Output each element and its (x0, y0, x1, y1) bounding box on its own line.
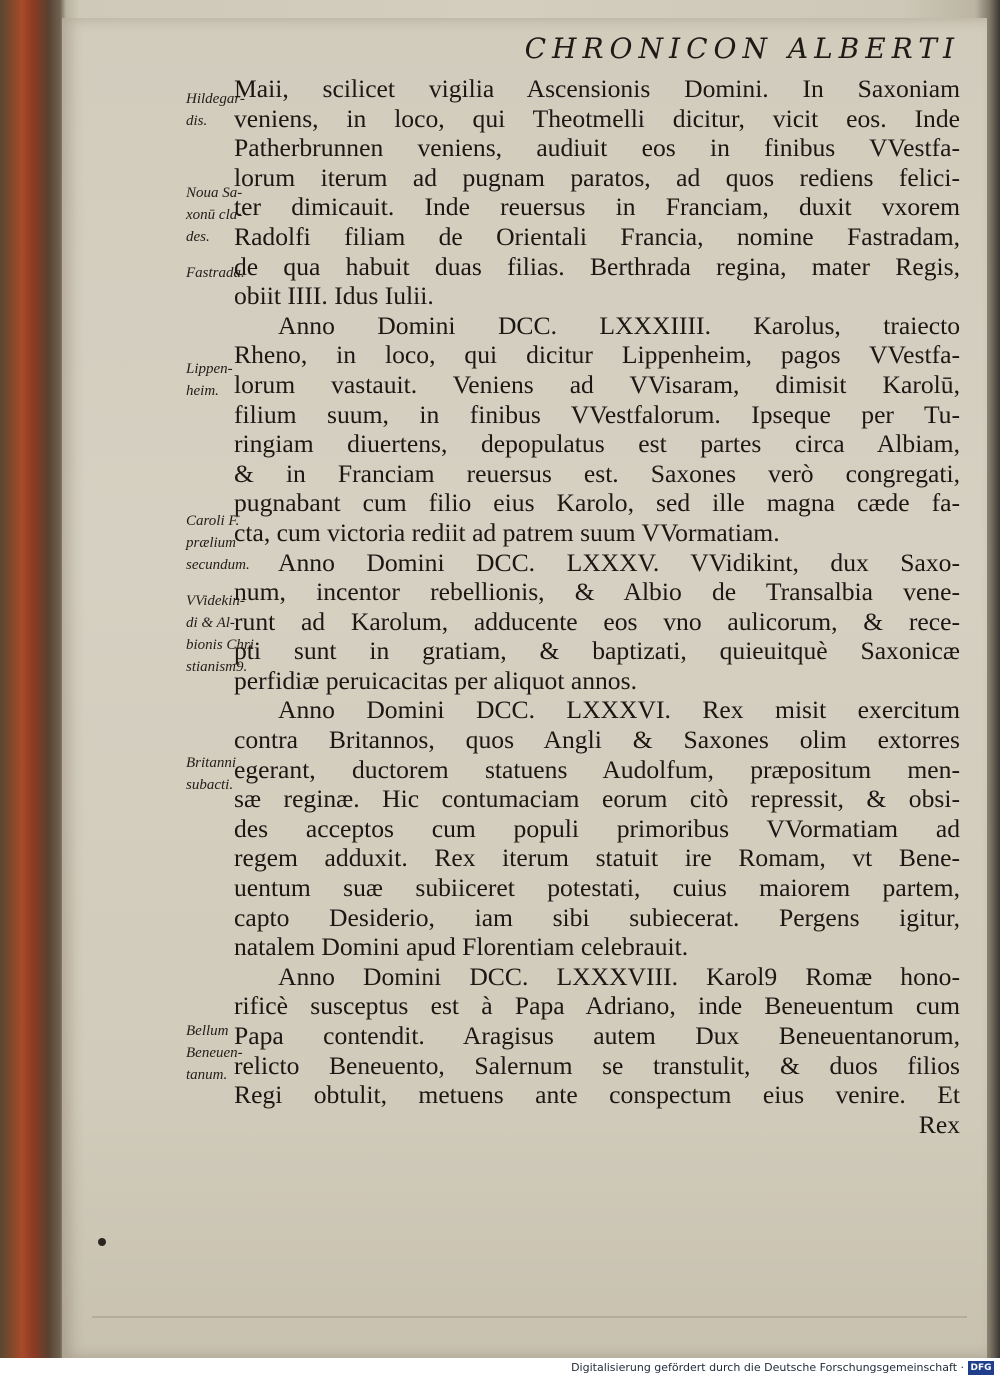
text-line: lorum vastauit. Veniens ad VVisaram, dimisit Karolū, (234, 369, 960, 399)
text-line: lorum iterum ad pugnam paratos, ad quos rediens felici- (234, 162, 960, 192)
text-line: Papa contendit. Aragisus autem Dux Beneuentanorum, (234, 1021, 960, 1050)
running-title: CHRONICON ALBERTI (524, 32, 960, 65)
text-line: des acceptos cum populi primoribus VVormatiam ad (234, 813, 960, 843)
catchword: Rex (918, 1109, 960, 1139)
text-line: veniens, in loco, qui Theotmelli dicitur, vicit eos. Inde (234, 103, 960, 133)
chronicle-text (234, 74, 960, 1139)
text-line: uentum suæ subiiceret potestati, cuius maiorem partem, (234, 873, 960, 903)
margin-note-widekindi: VVidekin- di & Al- bionis Chri stianism9. (186, 593, 254, 675)
text-line: Anno Domini DCC. LXXXIIII. Karolus, traiecto (278, 310, 960, 340)
text-line: perfidiæ peruicacitas per aliquot annos. (234, 665, 637, 695)
text-line: Anno Domini DCC. LXXXV. VVidikint, dux Saxo- (278, 547, 960, 577)
text-line: ringiam diuertens, depopulatus est partes circa Albiam, (234, 429, 960, 459)
text-line: obiit IIII. Idus Iulii. (234, 281, 434, 311)
margin-note-saxonum-clades: Noua Sa- xonū cla- des. (186, 185, 243, 245)
margin-note-caroli-praelium: Caroli F. prælium secundum. (186, 513, 250, 573)
text-line: natalem Domini apud Florentiam celebrauit. (234, 932, 689, 962)
text-line: Maii, scilicet vigilia Ascensionis Domini. In Saxoniam (234, 74, 960, 103)
text-line: Radolfi filiam de Orientali Francia, nomine Fastradam, (234, 221, 960, 251)
text-line: relicto Beneuento, Salernum se transtulit, & duos filios (234, 1050, 960, 1080)
text-line: egerant, ductorem statuens Audolfum, præpositum men- (234, 754, 960, 784)
dfg-logo-icon: DFG (968, 1361, 994, 1375)
text-line: Anno Domini DCC. LXXXVIII. Karol9 Romæ hono- (278, 961, 960, 991)
margin-note-bellum-beneuentanum: Bellum Beneuen- tanum. (186, 1023, 243, 1083)
text-line: cta, cum victoria rediit ad patrem suum VVormatiam. (234, 517, 780, 547)
text-line: Patherbrunnen veniens, audiuit eos in finibus VVestfa- (234, 133, 960, 163)
margin-note-britanni: Britanni subacti. (186, 755, 237, 793)
text-line: de qua habuit duas filias. Berthrada regina, mater Regis, (234, 251, 960, 281)
text-line: rificè susceptus est à Papa Adriano, inde Beneuentum cum (234, 991, 960, 1021)
text-line: sæ reginæ. Hic contumaciam eorum citò repressit, & obsi- (234, 784, 960, 814)
text-line: Rheno, in loco, qui dicitur Lippenheim, pagos VVestfa- (234, 340, 960, 370)
text-line: runt ad Karolum, adducente eos vno aulicorum, & rece- (234, 606, 960, 636)
text-line: Regi obtulit, metuens ante conspectum eius venire. Et (234, 1080, 960, 1110)
text-line: pugnabant cum filio eius Karolo, sed ille magna cæde fa- (234, 488, 960, 518)
text-line: & in Franciam reuersus est. Saxones verò congregati, (234, 458, 960, 488)
text-line: pti sunt in gratiam, & baptizati, quieuitquè Saxonicæ (234, 636, 960, 666)
text-line: num, incentor rebellionis, & Albio de Transalbia vene- (234, 577, 960, 607)
text-line: capto Desiderio, iam sibi subiecerat. Pergens igitur, (234, 902, 960, 932)
funding-credit: Digitalisierung gefördert durch die Deutsche Forschungsgemeinschaft · (571, 1361, 964, 1374)
text-line: Anno Domini DCC. LXXXVI. Rex misit exercitum (278, 695, 960, 725)
margin-note-hildegardis: Hildegar- dis. (186, 91, 245, 129)
text-line: regem adduxit. Rex iterum statuit ire Romam, vt Bene- (234, 843, 960, 873)
margin-note-fastrada: Fastrada. (186, 265, 245, 281)
text-line: ter dimicauit. Inde reuersus in Franciam, duxit vxorem (234, 192, 960, 222)
footer-bar (0, 1358, 1000, 1378)
text-line: filium suum, in finibus VVestfalorum. Ipseque per Tu- (234, 399, 960, 429)
text-line: contra Britannos, quos Angli & Saxones olim extorres (234, 725, 960, 755)
margin-note-lippenheim: Lippen- heim. (186, 361, 233, 399)
ink-spot (98, 1238, 106, 1246)
